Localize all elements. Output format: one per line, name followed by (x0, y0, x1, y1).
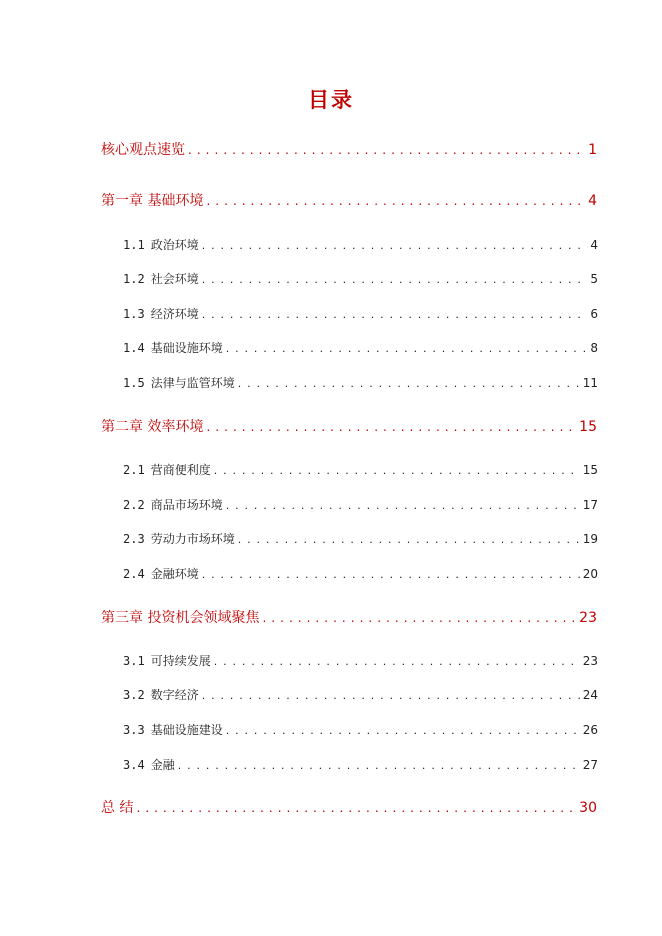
toc-entry-2-1[interactable] (123, 461, 598, 479)
toc-section-number: 1.4 (123, 341, 145, 355)
toc-section-number: 2.1 (123, 463, 145, 477)
toc-section-number: 1.3 (123, 307, 145, 321)
toc-entry-label: 数字经济 (150, 688, 199, 702)
toc-entry-label: 第三章 投资机会领域聚焦 (101, 610, 260, 626)
toc-section-number: 3.1 (123, 654, 145, 668)
toc-page-number: 8 (590, 341, 598, 355)
toc-entry-1-1[interactable] (123, 236, 598, 254)
toc-entry-3-4[interactable] (123, 756, 598, 774)
toc-entry-label: 第二章 效率环境 (101, 419, 204, 435)
toc-page-number: 20 (582, 567, 598, 581)
toc-entry-2-2[interactable] (123, 496, 598, 514)
toc-page-number: 15 (582, 463, 598, 477)
toc-entry-label: 总 结 (101, 800, 134, 816)
toc-page-number: 26 (582, 723, 598, 737)
toc-leader-dots (238, 375, 580, 392)
toc-leader-dots (202, 566, 580, 583)
toc-leader-dots (202, 687, 580, 704)
toc-leader-dots (206, 191, 585, 211)
toc-entry-label: 金融 (150, 758, 175, 772)
toc-entry-3-2[interactable] (123, 686, 598, 704)
toc-section-number: 1.1 (123, 238, 145, 252)
toc-section-number: 2.3 (123, 532, 145, 546)
toc-entry-conclusion[interactable] (101, 798, 597, 818)
toc-page-number: 6 (590, 307, 598, 321)
toc-entry-label: 第一章 基础环境 (101, 193, 204, 209)
toc-entry-label: 基础设施环境 (150, 341, 223, 355)
toc-entry-1-5[interactable] (123, 374, 598, 392)
toc-page-number: 23 (582, 654, 598, 668)
toc-page-number: 19 (582, 532, 598, 546)
toc-page-number: 23 (579, 610, 597, 626)
toc-entry-3-1[interactable] (123, 652, 598, 670)
toc-page-number: 24 (582, 688, 598, 702)
toc-leader-dots (202, 271, 588, 288)
toc-section-number: 3.4 (123, 758, 145, 772)
toc-entry-label: 基础设施建设 (150, 723, 223, 737)
toc-entry-summary[interactable] (101, 140, 597, 160)
toc-leader-dots (188, 140, 585, 160)
toc-entry-chapter-1[interactable] (101, 191, 597, 211)
toc-leader-dots (226, 497, 580, 514)
toc-page-number: 15 (579, 419, 597, 435)
toc-leader-dots (136, 798, 576, 818)
toc-entry-label: 政治环境 (150, 238, 199, 252)
toc-entry-label: 核心观点速览 (101, 142, 185, 158)
toc-page-number: 11 (582, 376, 598, 390)
toc-page-number: 27 (582, 758, 598, 772)
toc-entry-2-3[interactable] (123, 530, 598, 548)
toc-page-number: 5 (590, 272, 598, 286)
toc-entry-label: 金融环境 (150, 567, 199, 581)
toc-entry-label: 经济环境 (150, 307, 199, 321)
toc-leader-dots (214, 653, 580, 670)
toc-entry-label: 法律与监管环境 (150, 376, 235, 390)
toc-entry-label: 可持续发展 (150, 654, 211, 668)
toc-page-number: 1 (588, 142, 597, 158)
toc-entry-chapter-3[interactable] (101, 608, 597, 628)
toc-entry-1-3[interactable] (123, 305, 598, 323)
toc-leader-dots (202, 237, 588, 254)
toc-leader-dots (226, 340, 588, 357)
toc-section-number: 3.3 (123, 723, 145, 737)
toc-leader-dots (178, 757, 580, 774)
toc-entry-label: 劳动力市场环境 (150, 532, 235, 546)
toc-entry-label: 营商便利度 (150, 463, 211, 477)
toc-section-number: 2.2 (123, 498, 145, 512)
toc-section-number: 1.2 (123, 272, 145, 286)
toc-leader-dots (214, 462, 580, 479)
toc-page-number: 4 (590, 238, 598, 252)
toc-page-number: 30 (579, 800, 597, 816)
page-title: 目录 (308, 88, 354, 112)
toc-leader-dots (262, 608, 576, 628)
toc-page-number: 4 (588, 193, 597, 209)
toc-entry-chapter-2[interactable] (101, 417, 597, 437)
toc-entry-label: 社会环境 (150, 272, 199, 286)
toc-leader-dots (238, 531, 580, 548)
toc-entry-1-2[interactable] (123, 270, 598, 288)
toc-entry-2-4[interactable] (123, 565, 598, 583)
toc-leader-dots (206, 417, 576, 437)
toc-leader-dots (226, 722, 580, 739)
toc-entry-label: 商品市场环境 (150, 498, 223, 512)
toc-entry-1-4[interactable] (123, 339, 598, 357)
toc-section-number: 2.4 (123, 567, 145, 581)
toc-entry-3-3[interactable] (123, 721, 598, 739)
toc-section-number: 3.2 (123, 688, 145, 702)
toc-page-number: 17 (582, 498, 598, 512)
toc-leader-dots (202, 306, 588, 323)
toc-section-number: 1.5 (123, 376, 145, 390)
